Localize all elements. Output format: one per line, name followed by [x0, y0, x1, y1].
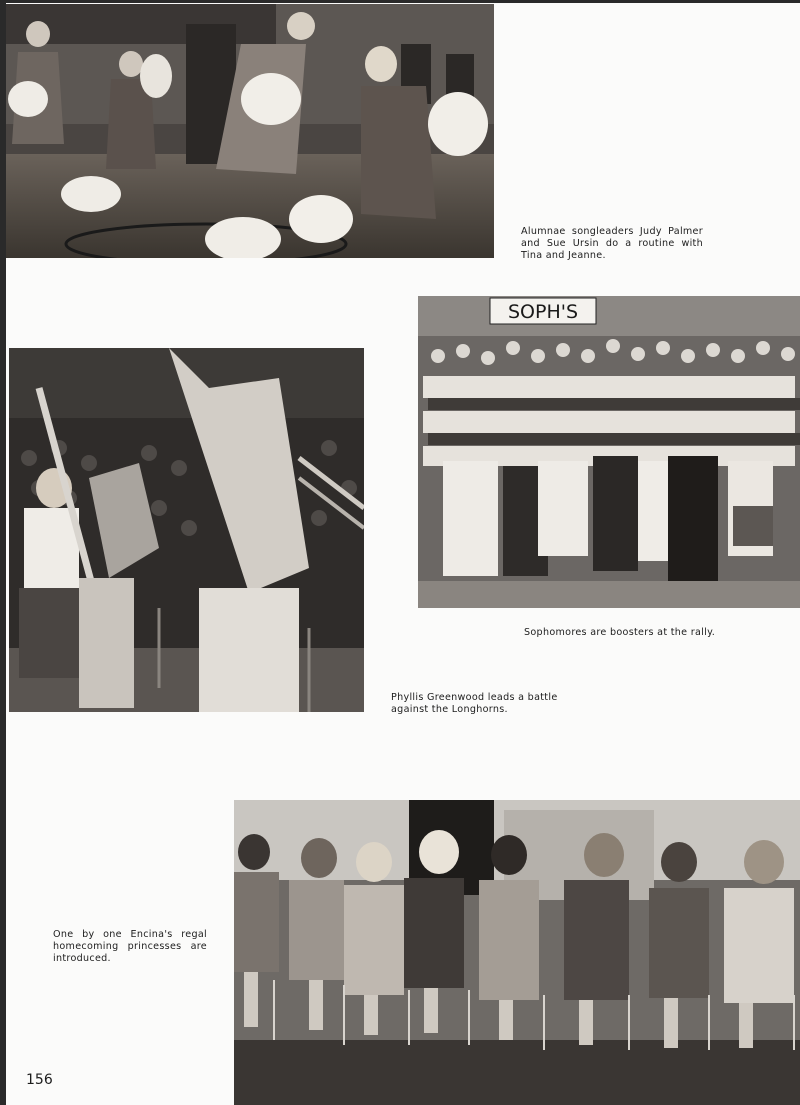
caption-phyllis-greenwood: Phyllis Greenwood leads a battle against the Longhorns.	[391, 692, 558, 715]
caption-songleaders: Alumnae songleaders Judy Palmer and Sue Ursin do a routine with Tina and Jeanne.	[521, 226, 703, 261]
photo-songleaders	[6, 4, 494, 258]
photo-homecoming-princesses	[234, 800, 800, 1105]
photo-sophomores	[418, 296, 800, 608]
caption-homecoming-princesses: One by one Encina's regal homecoming princesses are introduced.	[53, 929, 207, 964]
photo-phyllis-greenwood	[9, 348, 364, 712]
sophs-banner-text: SOPH'S	[507, 301, 579, 323]
caption-sophomores: Sophomores are boosters at the rally.	[524, 627, 716, 638]
page-number: 156	[26, 1072, 53, 1088]
